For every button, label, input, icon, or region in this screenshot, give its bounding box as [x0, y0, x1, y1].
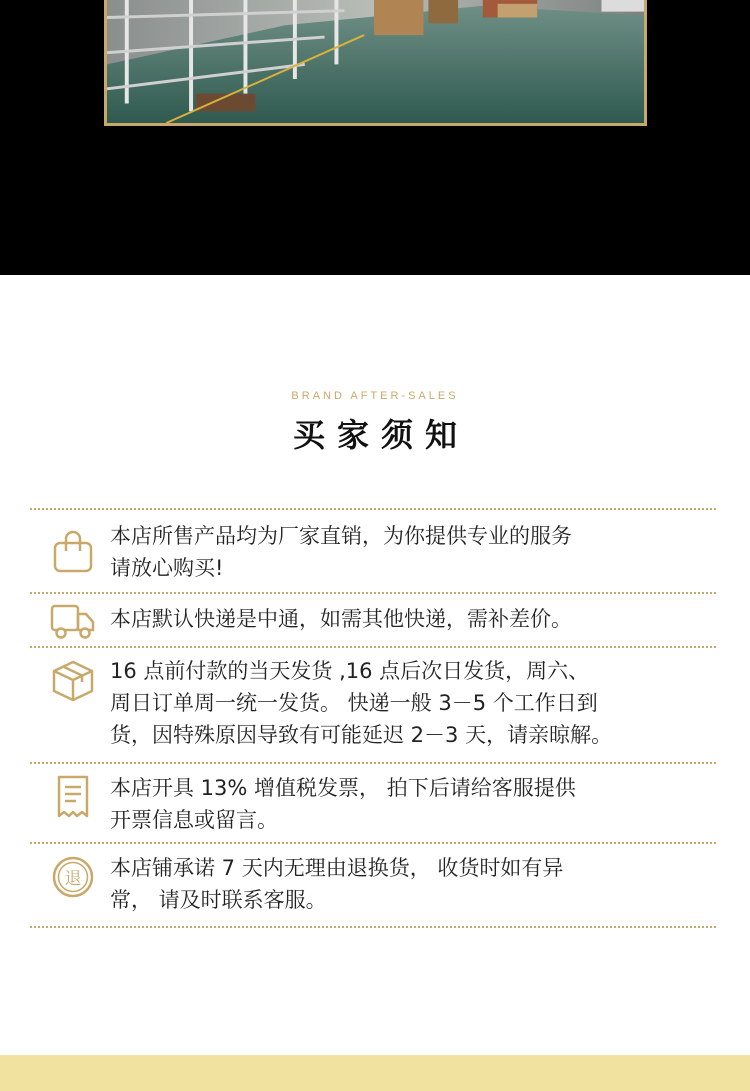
notice-text: 本店默认快递是中通，如需其他快递，需补差价。 — [110, 607, 572, 631]
notice-item-returns — [30, 844, 716, 926]
return-badge-icon — [50, 854, 96, 900]
section-subtitle: BRAND AFTER-SALES — [291, 390, 459, 402]
notice-item-invoice — [30, 764, 716, 842]
divider — [30, 926, 716, 928]
warehouse-photo — [104, 0, 647, 126]
notice-text: 本店开具 13% 增值税发票， 拍下后请给客服提供 开票信息或留言。 — [110, 776, 576, 832]
notice-list — [30, 508, 716, 928]
notice-text: 16 点前付款的当天发货 ,16 点后次日发货，周六、 周日订单周一统一发货。 快递一般 3－5 个工作日到 货，因特殊原因导致有可能延迟 2－3 天，请亲晾解。 — [110, 659, 613, 747]
notice-text: 本店铺承诺 7 天内无理由退换货， 收货时如有异 常， 请及时联系客服。 — [110, 856, 564, 912]
badge-char: 退 — [64, 869, 82, 889]
bottom-band — [0, 1055, 750, 1091]
top-banner — [0, 0, 750, 275]
notice-item-express — [30, 594, 716, 646]
invoice-receipt-icon — [50, 774, 96, 820]
notice-text: 本店所售产品均为厂家直销，为你提供专业的服务 请放心购买! — [110, 524, 572, 580]
delivery-truck-icon — [50, 598, 96, 644]
shopping-bag-icon — [50, 528, 96, 574]
section-title: 买家须知 — [292, 416, 469, 454]
notice-item-shipping-time — [30, 648, 716, 762]
notice-item-service — [30, 510, 716, 592]
package-box-icon — [50, 658, 96, 704]
